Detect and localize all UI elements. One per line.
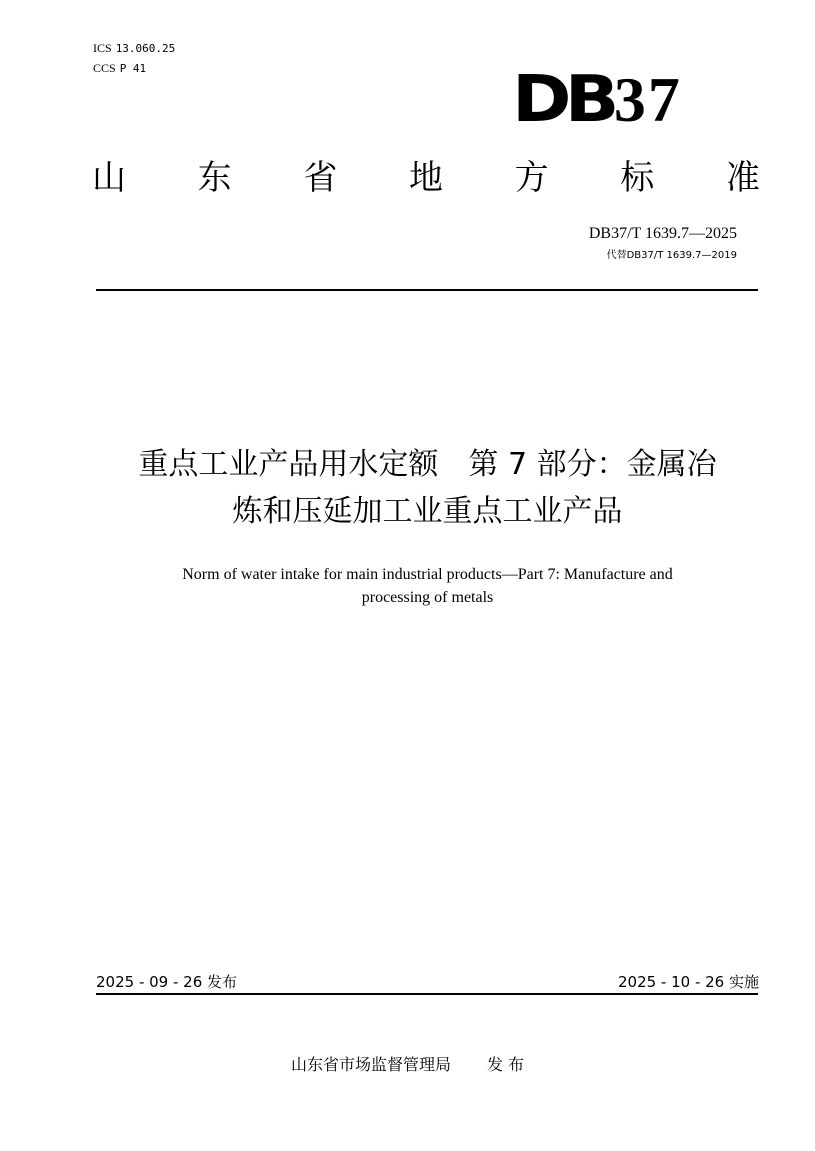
standard-type-char: 地 xyxy=(408,158,443,198)
document-title-line-1: 重点工业产品用水定额 第 7 部分：金属冶 xyxy=(138,447,717,482)
replaces-standard: 代替DB37/T 1639.7—2019 xyxy=(606,250,737,261)
ccs-code xyxy=(93,61,146,76)
standard-number: DB37/T 1639.7—2025 xyxy=(588,225,737,242)
document-title-line-2: 炼和压延加工业重点工业产品 xyxy=(232,494,623,529)
ics-value: 13.060.25 xyxy=(115,42,176,55)
footer-divider xyxy=(96,993,758,995)
standard-type-char: 东 xyxy=(197,158,232,198)
english-title-line-1: Norm of water intake for main industrial products—Part 7: Manufacture and xyxy=(182,566,673,583)
release-date: 2025 - 09 - 26 发布 xyxy=(96,973,238,991)
standard-type-char: 标 xyxy=(620,158,655,198)
ics-code xyxy=(93,41,175,56)
ccs-value: P 41 xyxy=(119,62,147,75)
ics-label: ICS xyxy=(93,41,112,55)
ccs-label: CCS xyxy=(93,61,116,75)
db37-logo xyxy=(512,63,682,137)
db-logo-letters: DB xyxy=(512,63,613,137)
db-logo-number: 37 xyxy=(613,64,682,135)
publisher xyxy=(0,1054,815,1076)
standard-type-heading xyxy=(92,154,760,202)
english-title-line-2: processing of metals xyxy=(361,589,494,606)
implement-date: 2025 - 10 - 26 实施 xyxy=(617,973,759,991)
publisher-action: 发 布 xyxy=(486,1055,525,1074)
standard-type-char: 方 xyxy=(514,158,549,198)
publisher-org: 山东省市场监督管理局 xyxy=(290,1055,451,1074)
standard-type-char: 山 xyxy=(92,158,126,198)
standard-type-char: 省 xyxy=(303,158,338,198)
standard-type-char: 准 xyxy=(725,158,760,198)
header-divider xyxy=(96,289,758,291)
